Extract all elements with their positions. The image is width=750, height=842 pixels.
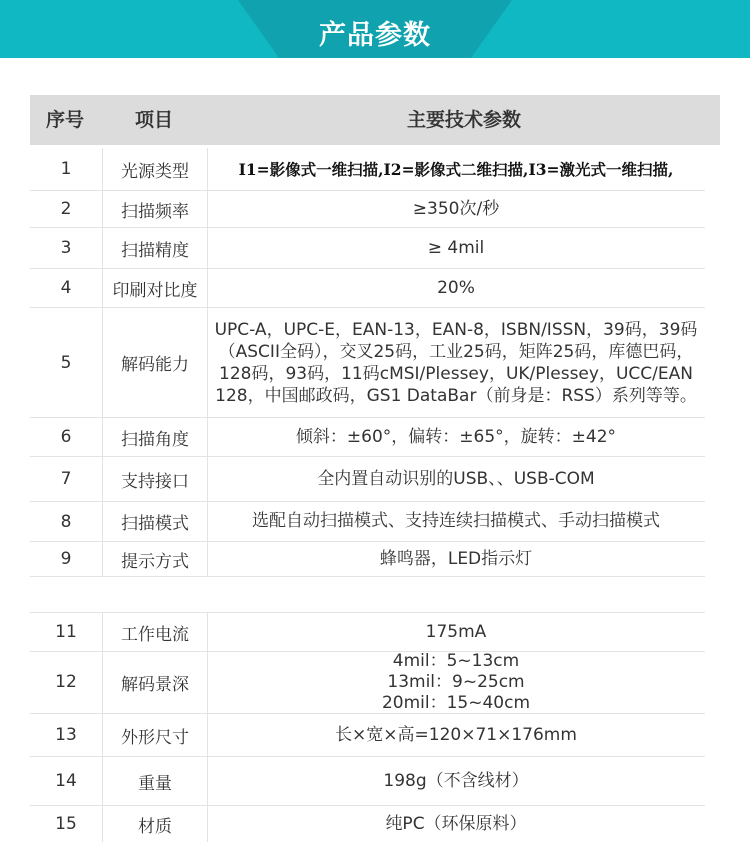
row-item: 解码能力 bbox=[102, 308, 208, 417]
row-value: 纯PC（环保原料） bbox=[385, 813, 527, 834]
row-value: ≥350次/秒 bbox=[412, 198, 500, 219]
banner-title: 产品参数 bbox=[319, 20, 431, 51]
row-item: 提示方式 bbox=[102, 542, 208, 576]
table-row bbox=[30, 714, 705, 757]
row-index: 2 bbox=[60, 199, 72, 219]
row-value: 选配自动扫描模式、支持连续扫描模式、手动扫描模式 bbox=[252, 511, 660, 531]
table-row bbox=[30, 418, 705, 457]
row-value: 20% bbox=[437, 277, 475, 298]
row-item: 工作电流 bbox=[102, 613, 208, 651]
row-index: 12 bbox=[55, 672, 77, 692]
row-item: 光源类型 bbox=[102, 148, 208, 190]
table-header bbox=[30, 95, 720, 145]
table-row bbox=[30, 308, 705, 418]
row-item: 重量 bbox=[102, 757, 208, 805]
table-row bbox=[30, 612, 705, 652]
row-index: 15 bbox=[55, 814, 77, 834]
row-value: 蜂鸣器，LED指示灯 bbox=[379, 548, 533, 569]
table-row bbox=[30, 806, 705, 842]
row-index: 14 bbox=[55, 771, 77, 791]
table-row bbox=[30, 457, 705, 502]
row-index: 7 bbox=[60, 469, 72, 489]
row-item: 扫描模式 bbox=[102, 502, 208, 541]
table-row bbox=[30, 502, 705, 542]
row-item: 解码景深 bbox=[102, 651, 208, 713]
row-item: 支持接口 bbox=[102, 457, 208, 501]
header-item: 项目 bbox=[134, 109, 173, 131]
table-row bbox=[30, 651, 705, 714]
table-row bbox=[30, 148, 705, 191]
row-index: 6 bbox=[60, 427, 72, 447]
row-value: 长×宽×高=120×71×176mm bbox=[335, 724, 577, 745]
row-value: 倾斜：±60°，偏转：±65°，旋转：±42° bbox=[295, 426, 617, 447]
row-index: 8 bbox=[60, 511, 72, 532]
table-row bbox=[30, 757, 705, 806]
row-value: 175mA bbox=[425, 621, 487, 642]
table-row bbox=[30, 269, 705, 308]
row-item: 材质 bbox=[102, 806, 208, 842]
row-index: 5 bbox=[60, 352, 72, 373]
row-value: ≥ 4mil bbox=[427, 237, 485, 258]
row-value: 198g（不含线材） bbox=[383, 770, 529, 791]
row-index: 11 bbox=[55, 622, 77, 642]
row-item: 外形尺寸 bbox=[102, 714, 208, 756]
row-value: UPC-A，UPC-E，EAN-13，EAN-8，ISBN/ISSN，39码，39码（ASCII全码），交叉25码，工业25码，矩阵25码，库德巴码，128码，93码，11码cMSI/Plessey，UK/Plessey，UCC/EAN 128，中国邮政码，GS1 DataBar（前身是：RSS）系列等等。 bbox=[214, 319, 698, 406]
header-index: 序号 bbox=[45, 109, 84, 131]
row-index: 13 bbox=[55, 725, 77, 745]
row-item: 印刷对比度 bbox=[102, 269, 208, 307]
row-value: 全内置自动识别的USB、、USB-COM bbox=[317, 468, 595, 489]
banner bbox=[0, 0, 750, 58]
table-row bbox=[30, 228, 705, 269]
row-item: 扫描频率 bbox=[102, 191, 208, 227]
row-value: I1=影像式一维扫描,I2=影像式二维扫描,I3=激光式一维扫描, bbox=[238, 159, 674, 179]
table-row bbox=[30, 191, 705, 228]
row-item: 扫描精度 bbox=[102, 228, 208, 268]
header-params: 主要技术参数 bbox=[406, 109, 521, 131]
row-index: 1 bbox=[60, 159, 72, 179]
row-value: 4mil：5~13cm 13mil：9~25cm 20mil：15~40cm bbox=[381, 650, 531, 713]
table-row bbox=[30, 542, 705, 577]
row-index: 9 bbox=[60, 549, 72, 569]
row-index: 3 bbox=[60, 238, 72, 258]
row-index: 4 bbox=[60, 278, 72, 298]
row-item: 扫描角度 bbox=[102, 418, 208, 456]
